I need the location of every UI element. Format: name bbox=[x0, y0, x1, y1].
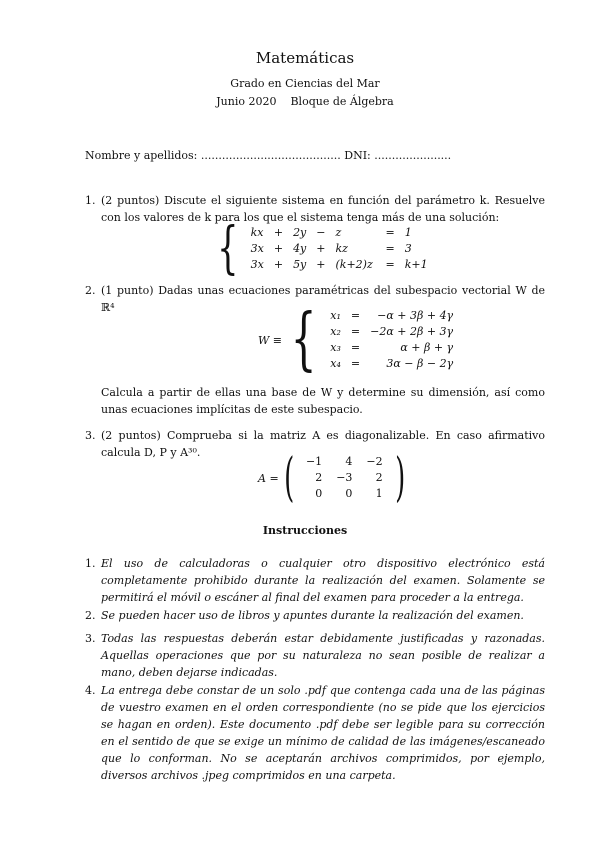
matrix-entry: 1 bbox=[375, 487, 383, 500]
matrix-entry: −2 bbox=[366, 455, 383, 468]
equation-term: x₄ bbox=[330, 357, 341, 370]
equation-term: 3α − β − 2γ bbox=[386, 357, 454, 370]
equation-term: = bbox=[385, 258, 395, 271]
equation-term: kx bbox=[250, 226, 264, 239]
matrix-row bbox=[299, 454, 390, 470]
instruction-number: 3. bbox=[85, 632, 96, 645]
left-paren: ( bbox=[283, 448, 294, 508]
matrix-entry: −3 bbox=[336, 471, 353, 484]
doc-title: Matemáticas bbox=[255, 49, 355, 67]
doc-date-block bbox=[0, 93, 610, 110]
matrix-entry: 2 bbox=[375, 471, 383, 484]
equation-row bbox=[325, 340, 458, 356]
equation-term: − bbox=[316, 226, 326, 239]
equation-term: + bbox=[273, 258, 284, 271]
equation-term: 3 bbox=[404, 242, 412, 255]
equation-term: = bbox=[350, 309, 361, 322]
equation-row bbox=[325, 356, 458, 372]
left-brace: { bbox=[217, 216, 239, 281]
equation-term: x₂ bbox=[330, 325, 341, 338]
equation-term: = bbox=[350, 357, 361, 370]
equation-term: + bbox=[273, 242, 284, 255]
system-1 bbox=[210, 216, 433, 281]
matrix-row bbox=[299, 486, 390, 502]
name-line bbox=[85, 147, 545, 164]
problem-text: Calcula a partir de ellas una base de W y determine su dimensión, así como unas ecuaciones implícitas de este subespacio. bbox=[101, 386, 545, 416]
equation-term: −2α + 2β + 3γ bbox=[370, 325, 454, 338]
problem-text: (2 puntos) Discute el siguiente sistema en función del parámetro k. Resuelve con los valores de k para los que el sistema tenga más de una solución: bbox=[101, 194, 545, 224]
equation-term: α + β + γ bbox=[400, 341, 454, 354]
equation-term: = bbox=[385, 242, 395, 255]
equation-term: z bbox=[335, 226, 342, 239]
equation-row bbox=[246, 225, 433, 241]
matrix-entry: 2 bbox=[315, 471, 323, 484]
equation-row bbox=[325, 308, 458, 324]
problem-number: 3. bbox=[85, 429, 96, 442]
instruction-number: 2. bbox=[85, 609, 96, 622]
problem-1 bbox=[85, 192, 545, 226]
equation-term: x₁ bbox=[330, 309, 341, 322]
equation-term: 5y bbox=[293, 258, 307, 271]
equation-term: = bbox=[385, 226, 395, 239]
matrix-row bbox=[299, 470, 390, 486]
problem-number: 1. bbox=[85, 194, 96, 207]
equation-term: 2y bbox=[293, 226, 307, 239]
problem-number: 2. bbox=[85, 284, 96, 297]
equation-term: x₃ bbox=[330, 341, 341, 354]
matrix-entry: 0 bbox=[345, 487, 353, 500]
problem-2-followup bbox=[85, 384, 545, 418]
equation-row bbox=[246, 241, 433, 257]
equation-term: + bbox=[316, 258, 326, 271]
instructions-title: Instrucciones bbox=[262, 524, 348, 537]
matrix-entry: 0 bbox=[315, 487, 323, 500]
matrix-table bbox=[299, 454, 390, 502]
dni-label: DNI: bbox=[344, 149, 371, 162]
equation-term: = bbox=[350, 341, 361, 354]
equation-term: 1 bbox=[404, 226, 412, 239]
matrix-entry: −1 bbox=[305, 455, 323, 468]
system-2 bbox=[258, 300, 458, 379]
left-brace: { bbox=[290, 300, 317, 379]
right-paren: ) bbox=[394, 448, 405, 508]
name-label: Nombre y apellidos: bbox=[85, 149, 198, 162]
name-field[interactable]: ........................................ bbox=[200, 149, 341, 162]
equation-table bbox=[325, 308, 458, 372]
instruction-item bbox=[85, 682, 545, 784]
problem-text: (1 punto) Dadas unas ecuaciones paramétricas del subespacio vectorial W de ℝ⁴ bbox=[101, 284, 545, 314]
equation-table bbox=[246, 225, 433, 273]
equation-term: + bbox=[273, 226, 284, 239]
instruction-item bbox=[85, 555, 545, 606]
system-lhs: W ≡ bbox=[258, 333, 283, 347]
equation-term: 3x bbox=[250, 258, 264, 271]
equation-row bbox=[325, 324, 458, 340]
equation-term: + bbox=[316, 242, 326, 255]
dni-field[interactable]: ...................... bbox=[374, 149, 452, 162]
date: Junio 2020 bbox=[216, 95, 277, 108]
equation-term: −α + 3β + 4γ bbox=[377, 309, 454, 322]
equation-term: k+1 bbox=[404, 258, 428, 271]
equation-term: = bbox=[350, 325, 361, 338]
matrix-entry: 4 bbox=[345, 455, 353, 468]
problem-text: (2 puntos) Comprueba si la matriz A es diagonalizable. En caso afirmativo calcula D, P y A³⁰. bbox=[101, 429, 545, 459]
block: Bloque de Álgebra bbox=[290, 95, 394, 108]
matrix-A bbox=[258, 448, 410, 508]
doc-subtitle: Grado en Ciencias del Mar bbox=[230, 77, 380, 90]
instruction-item bbox=[85, 607, 545, 624]
instruction-text: El uso de calculadoras o cualquier otro dispositivo electrónico está completamente prohibido durante la realización del examen. Solamente se permitirá el móvil o escáner al final del examen para proceder a la entrega. bbox=[101, 557, 545, 604]
instruction-number: 1. bbox=[85, 557, 96, 570]
equation-term: (k+2)z bbox=[335, 258, 373, 271]
instruction-item bbox=[85, 630, 545, 681]
instruction-text: Se pueden hacer uso de libros y apuntes durante la realización del examen. bbox=[101, 609, 524, 622]
equation-term: 4y bbox=[293, 242, 307, 255]
instruction-text: La entrega debe constar de un solo .pdf que contenga cada una de las páginas de vuestro examen en el orden correspondiente (no se pide que los ejercicios se hagan en orden). Este documento .pdf debe ser legible para su corrección en el sentido de que se exige un mínimo de calidad de las imágenes/escaneado que lo conforman. No se aceptarán archivos comprimidos, por ejemplo, diversos archivos .jpeg comprimidos en una carpeta. bbox=[101, 684, 545, 782]
equation-term: kz bbox=[335, 242, 348, 255]
instruction-number: 4. bbox=[85, 684, 96, 697]
equation-term: 3x bbox=[250, 242, 264, 255]
matrix-lhs: A = bbox=[258, 471, 279, 485]
instruction-text: Todas las respuestas deberán estar debidamente justificadas y razonadas. Aquellas operaciones que por su naturaleza no sean posible de realizar a mano, deben dejarse indicadas. bbox=[101, 632, 545, 679]
equation-row bbox=[246, 257, 433, 273]
